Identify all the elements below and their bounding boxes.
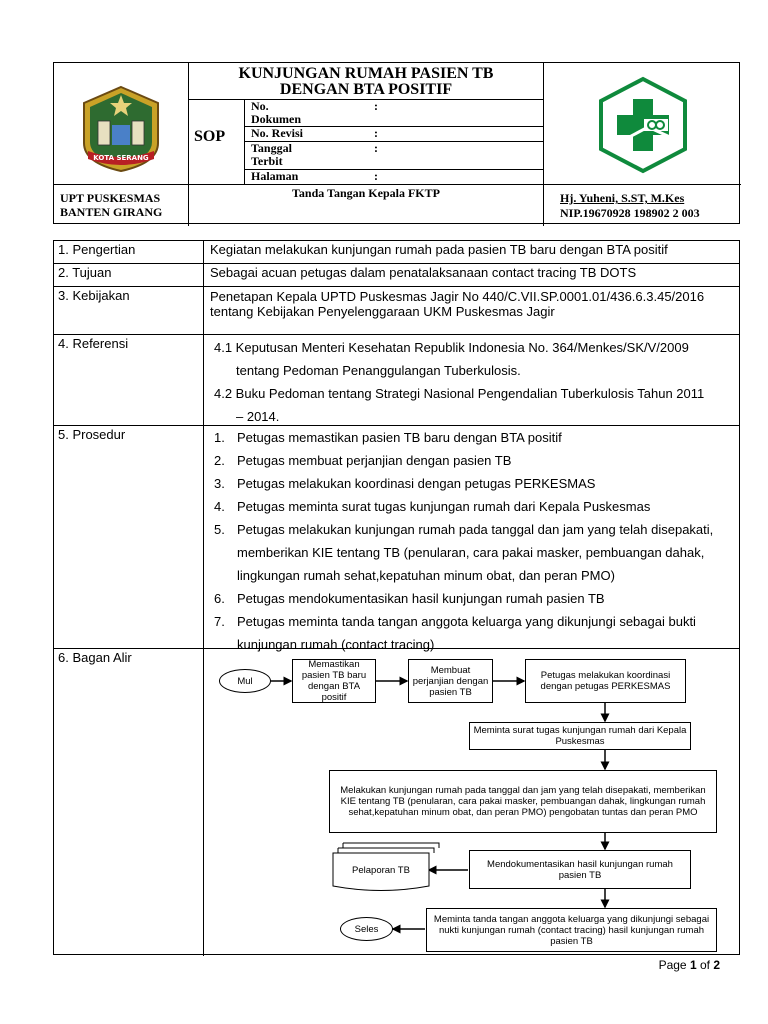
row-referensi: 4. Referensi 4.1 Keputusan Menteri Kesehatan Republik Indonesia No. 364/Menkes/SK/V/2009 tentang Pedoman Penanggulangan Tuberkulosis. 4.2 Buku Pedoman tentang Strategi Nasional Pengendalian Tuberkulosis Tahun 2011 – 2014.: [54, 335, 739, 426]
referensi-item-2: 4.2 Buku Pedoman tentang Strategi Nasional Pengendalian Tuberkulosis Tahun 2011 – 2014.: [214, 386, 705, 424]
prosedur-step-line: Petugas memastikan pasien TB baru dengan BTA positif: [237, 430, 562, 445]
referensi-item-1: 4.1 Keputusan Menteri Kesehatan Republik Indonesia No. 364/Menkes/SK/V/2009 tentang Pedoman Penanggulangan Tuberkulosis.: [214, 340, 689, 378]
flow-start: Mul: [219, 669, 271, 693]
flow-step-koordinasi: Petugas melakukan koordinasi dengan petugas PERKESMAS: [525, 659, 686, 703]
document-title: KUNJUNGAN RUMAH PASIEN TB DENGAN BTA POSITIF: [189, 63, 543, 100]
prosedur-step-line: memberikan KIE tentang TB (penularan, cara pakai masker, pembuangan dahak,: [237, 545, 705, 560]
prosedur-step-line: Petugas meminta tanda tangan anggota keluarga yang dikunjungi sebagai bukti: [237, 614, 696, 629]
flow-step-surat-tugas: Meminta surat tugas kunjungan rumah dari Kepala Puskesmas: [469, 722, 691, 750]
meta-row-tanggal-terbit: Tanggal Terbit :: [245, 142, 543, 170]
flow-step-dokumentasi: Mendokumentasikan hasil kunjungan rumah pasien TB: [469, 850, 691, 889]
sop-header: [53, 62, 740, 224]
row-bagan-alir: 6. Bagan Alir Mul Memastikan pasien TB baru dengan BTA positif Membuat perjanjian dengan pasien TB Petugas melakukan koordinasi dengan petugas PERKESMAS Meminta surat tugas kunjungan rumah dari Kepala Puskesmas Melakukan kunjungan rumah pada tanggal dan jam yang telah disepakati, memberikan KIE tentang TB (penularan, cara pakai masker, pembuangan dahak, lingkungan rumah sehat,kepatuhan minum obat, dan peran PMO) pengobatan tuntas dan peran PMO Mendokumentasikan hasil kunjungan rumah pasien TB Pelaporan TB Meminta tanda tangan anggota keluarga yang dikunjungi sebagai nukti kunjungan rumah (contact tracing) hasil kunjungan rumah pasien TB Seles: [54, 649, 739, 956]
flowchart: [205, 649, 739, 956]
prosedur-step: [210, 518, 735, 587]
row-pengertian: 1. Pengertian Kegiatan melakukan kunjungan rumah pada pasien TB baru dengan BTA positif: [54, 241, 739, 264]
sop-content-table: [53, 240, 740, 955]
row-prosedur: 5. Prosedur 1. Petugas memastikan pasien TB baru dengan BTA positif 2. Petugas membuat perjanjian dengan pasien TB 3. Petugas melakukan koordinasi dengan petugas PERKESMAS 4. Petugas meminta surat tugas kunjungan rumah dari Kepala Puskesmas 5. Petugas melakukan kunjungan rumah pada tanggal dan jam yang telah disepakati, memberikan KIE tentang TB (penularan, cara pakai masker, pembuangan dahak, lingkungan rumah sehat,kepatuhan minum obat, dan peran PMO) 6. Petugas mendokumentasikan hasil kunjungan rumah pasien TB 7. Petugas meminta tanda tangan anggota keluarga yang dikunjungi sebagai bukti kunjungan rumah (contact tracing): [54, 426, 739, 649]
head-signature: [543, 185, 741, 226]
prosedur-step-line: Petugas melakukan kunjungan rumah pada tanggal dan jam yang telah disepakati,: [237, 522, 714, 537]
flow-step-kunjungan: Melakukan kunjungan rumah pada tanggal dan jam yang telah disepakati, memberikan KIE tentang TB (penularan, cara pakai masker, pembuangan dahak, lingkungan rumah sehat,kepatuhan minum obat, dan peran PMO) pengobatan tuntas dan peran PMO: [329, 770, 717, 833]
page-number: Page 1 of 2: [658, 958, 720, 972]
prosedur-step: [210, 495, 735, 518]
meta-row-no-revisi: No. Revisi :: [245, 127, 543, 142]
prosedur-step-number: 2.: [214, 453, 225, 468]
prosedur-step-line: kunjungan rumah (contact tracing): [237, 637, 435, 652]
head-nip: NIP.19670928 198902 2 003: [560, 206, 700, 220]
prosedur-step: [210, 426, 735, 449]
meta-row-halaman: Halaman :: [251, 169, 378, 183]
head-name: Hj. Yuheni, S.ST, M.Kes: [560, 191, 685, 205]
svg-text:KOTA SERANG: KOTA SERANG: [93, 154, 149, 162]
prosedur-step: [210, 449, 735, 472]
prosedur-step-line: Petugas membuat perjanjian dengan pasien TB: [237, 453, 512, 468]
sop-label: SOP: [189, 100, 245, 184]
prosedur-step-line: Petugas meminta surat tugas kunjungan rumah dari Kepala Puskesmas: [237, 499, 651, 514]
unit-name: UPT PUSKESMAS BANTEN GIRANG: [54, 185, 189, 226]
prosedur-step: [210, 587, 735, 610]
prosedur-step: [210, 472, 735, 495]
flow-step-memastikan: Memastikan pasien TB baru dengan BTA positif: [292, 659, 376, 703]
prosedur-step-number: 7.: [214, 614, 225, 629]
prosedur-list: [210, 426, 735, 656]
flow-end: Seles: [340, 917, 393, 941]
flow-doc-pelaporan: Pelaporan TB: [352, 864, 410, 876]
signature-caption: Tanda Tangan Kepala FKTP: [292, 186, 440, 200]
row-kebijakan: 3. Kebijakan Penetapan Kepala UPTD Puskesmas Jagir No 440/C.VII.SP.0001.01/436.6.3.45/2016 tentang Kebijakan Penyelenggaraan UKM Puskesmas Jagir: [54, 287, 739, 335]
prosedur-step-number: 1.: [214, 430, 225, 445]
emblem-icon: [54, 63, 189, 184]
prosedur-step-number: 6.: [214, 591, 225, 606]
prosedur-step-number: 3.: [214, 476, 225, 491]
document-meta: [245, 100, 543, 184]
puskesmas-logo: [543, 63, 741, 184]
prosedur-step-line: Petugas mendokumentasikan hasil kunjungan rumah pasien TB: [237, 591, 605, 606]
prosedur-step-number: 4.: [214, 499, 225, 514]
meta-row-no-dokumen: No. Dokumen :: [245, 100, 543, 127]
puskesmas-cross-icon: [544, 63, 742, 184]
prosedur-step-line: lingkungan rumah sehat,kepatuhan minum obat, dan peran PMO): [237, 568, 615, 583]
flow-step-perjanjian: Membuat perjanjian dengan pasien TB: [408, 659, 493, 703]
prosedur-step-number: 5.: [214, 522, 225, 537]
prosedur-step-line: Petugas melakukan koordinasi dengan petugas PERKESMAS: [237, 476, 596, 491]
flow-step-tanda-tangan: Meminta tanda tangan anggota keluarga yang dikunjungi sebagai nukti kunjungan rumah (contact tracing) hasil kunjungan rumah pasien TB: [426, 908, 717, 952]
kota-serang-emblem: [54, 63, 189, 184]
row-tujuan: 2. Tujuan Sebagai acuan petugas dalam penatalaksanaan contact tracing TB DOTS: [54, 264, 739, 287]
